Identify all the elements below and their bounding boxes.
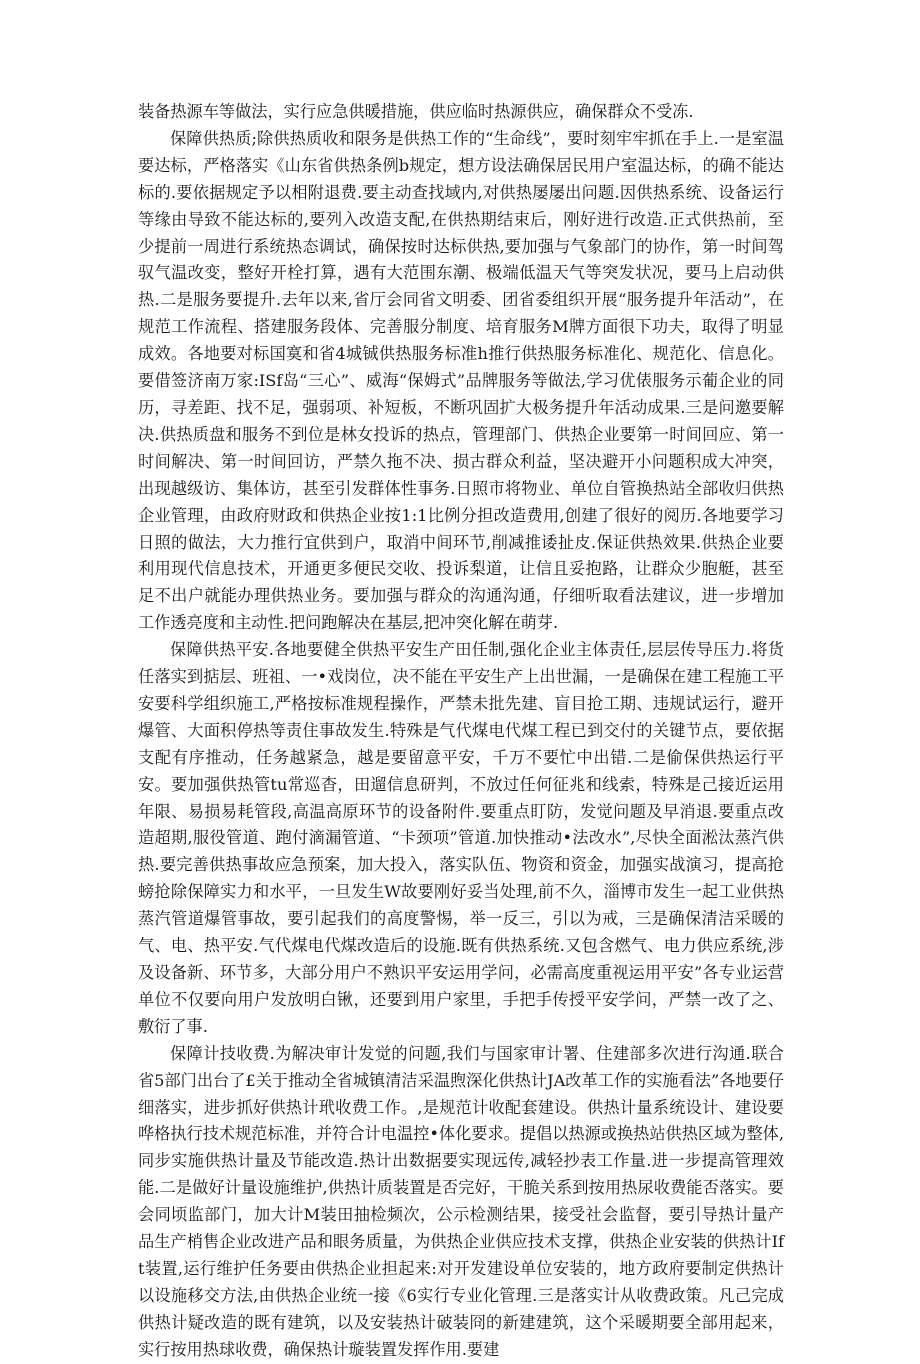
paragraph-heating-quality: 保障供热质;除供热质收和限务是供热工作的“生命线”，要时刻牢牢抓在手上.一是室温要达标，严格落实《山东省供热条例b规定，想方设法确保居民用户室温达标，的确不能达标的.要依据规定予以相附退费.要主动查找域内,对供热屡屡出问题.因供热系统、设备运行等缘由导致不能达标的,要列入改造支配,在供热期结束后，刚好进行改造.正式供热前，至少提前一周进行系统热态调试，确保按时达标供热,要加强与气象部门的协作，第一时间驾驭气温改变，整好开栓打算，遇有大范围东潮、极端低温天气等突发状况，要马上启动供热.二是服务要提升.去年以来,省厅会同省文明委、团省委组织开展“服务提升年活动”，在规范工作流程、搭建服务段体、完善服分制度、培育服务M牌方面很下功夫，取得了明显成效。各地要对标国寞和省4城铖供热服务标准h推行供热服务标准化、规范化、信息化。要借签济南万家:ISf岛“三心”、威海“保姆式”品牌服务等做法,学习优俵服务示葡企业的同历，寻差距、找不足，强弱项、补短板，不断巩固扩大极务提升年活动成果.三是问邀要解决.供热质盘和服务不到位是林女投诉的热点，管理部门、供热企业要第一时间回应、第一时间解决、第一时间回访，严禁久拖不决、损古群众利益，坚决避开小问题积成大冲突，出现越级访、集体访，甚至引发群体性事务.日照市将物业、单位自管换热站全部收归供热企业管理，由政府财政和供热企业按1:1比例分担改造费用,创建了很好的阅历.各地要学习日照的做法，大力推行宜供到户，取消中间环节,削减推诿扯皮.保证供热效果.供热企业要利用现代信息技术，开通更多便民交收、投诉梨道，让信且妥抱路，让群众少胞艇，甚至足不出户就能办理供热业务。要加强与群众的沟通沟通，仔细听取看法建议，进一步增加工作透亮度和主动性.把问跑解决在基层,把冲突化解在萌芽. — [138, 128, 784, 633]
paragraph-metered-charging: 保障计技收费.为解决审计发觉的问题,我们与国家审计署、住建部多次进行沟通.联合省5部门出台了£关于推动全省城镇清洁采温煦深化供热计JA改革工作的实施看法”各地要仔细落实，进步抓好供热计玳收费工作。,是规范计收配套建设。供热计量系统设计、建设要哗格执行技术规范标准，并符合计电温控•体化要求。提倡以热源或换热站供热区域为整体,同步实施供热计量及节能改造.热计出数据要实现远传,减轻抄表工作量.进一步提高管理效能.二是做好计量设施维护,供热计质装置是否完好，干脆关系到按用热尿收费能否落实。要会同顷监部门，加大计M装田抽检频次，公示检测结果，接受社会监督，要引导热计量产品生产梢售企业改进产品和眼务质量，为供热企业供应技术支撑，供热企业安装的供热计Ift装置,运行维护任务要由供热企业担起来:对开发建设单位安装的，地方政府要制定供热计以设施移交方法,由供热企业统一接《6实行专业化管理.三是落实计从收费政策。凡己完成供热计疑改造的既有建筑，以及安装热计破装冏的新建建筑，这个采暖期要全部用起来，实行按用热球收费，确保热计璇装置发挥作用.要建 — [138, 1043, 785, 1359]
paragraph-heating-safety: 保障供热平安.各地要健全供热平安生产田任制,强化企业主体责任,层层传导压力.将货任落实到掂层、班祖、一•戏岗位，决不能在平安生产上出世漏，一是确保在建工程施工平安要科学组织施工,严格按标准规程操作，严禁未批先建、盲目抢工期、违规试运行，避开爆管、大面积停热等责住事故发生.特殊是气代煤电代煤工程已到交付的关键节点，要依据支配有序推动，任务越紧急，越是要留意平安，千万不要忙中出错.二是偷保供热运行平安。要加强供热管tu常巡杳，田遛信息研判，不放过任何征兆和线索，特殊是己接近运用年限、易损易耗管段,高温高原环节的设备附件.要重点盯防，发觉问题及早消退.要重点改造超期,服役管道、跑付滴漏管道、“卡颈项”管道.加快推动•法改水”,尽快全面淞汰蒸汽供热.要完善供热事故应急预案，加大投入，落实队伍、物资和资金，加强实战演习，提高抢螃抢除保障实力和水平，一旦发生W故要刚好妥当处理,前不久，淄博市发生一起工业供热蒸汽管道爆管事故，要引起我们的高度警惕，举一反三，引以为戒，三是确保清洁采暖的气、电、热平安.气代煤电代煤改造后的设施.既有供热系统.又包含燃气、电力供应系统,涉及设备新、环节多，大部分用户不熟识平安运用学问，必需高度重视运用平安”各专业运营单位不仅要向用户发放明白锹，还要到用户家里，手把手传授平安学问，严禁一改了之、敷衍了事. — [138, 640, 784, 1036]
document-page — [138, 99, 784, 1364]
paragraph-continued: 装备热源车等做法，实行应急供暖措施，供应临时热源供应，确保群众不受冻. — [138, 102, 694, 121]
